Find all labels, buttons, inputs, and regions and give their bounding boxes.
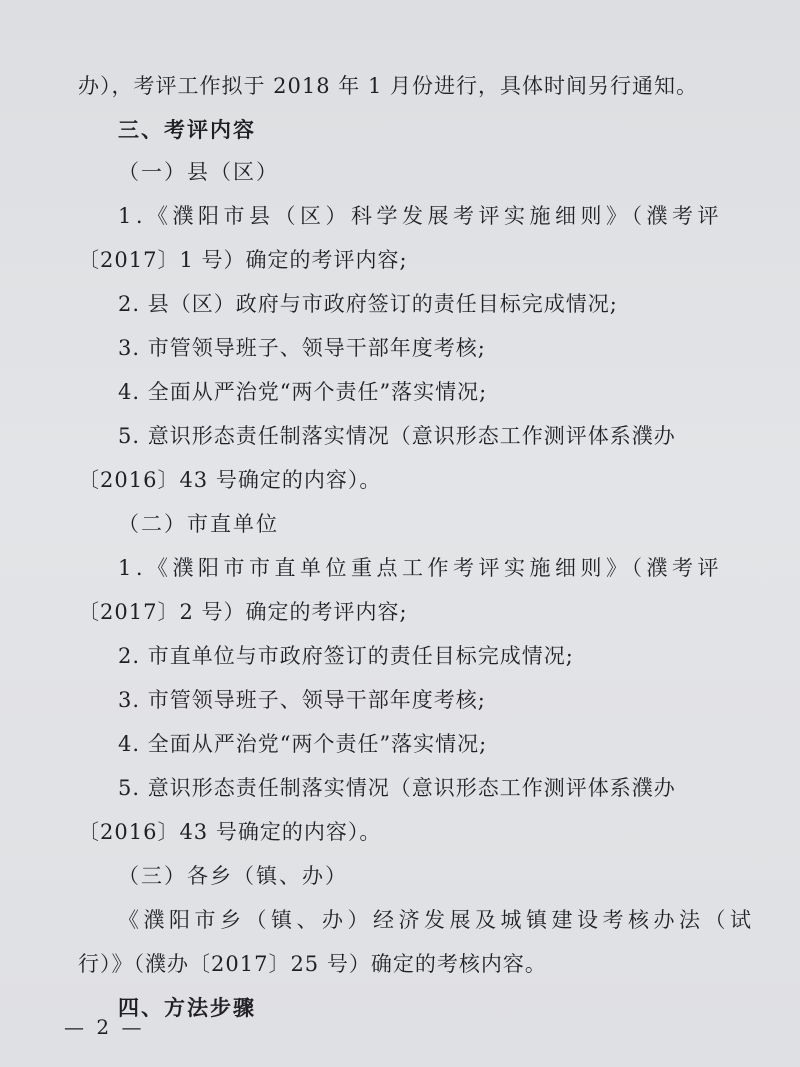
paragraph-line-21: 行）》（濮办〔2017〕25 号）确定的考核内容。 [78,952,547,976]
paragraph-line-17: 5. 意识形态责任制落实情况（意识形态工作测评体系濮办 [118,776,676,800]
paragraph-line-13: 〔2017〕2 号）确定的考评内容; [78,600,408,624]
paragraph-line-18: 〔2016〕43 号确定的内容）。 [78,820,382,844]
paragraph-line-7: 3. 市管领导班子、领导干部年度考核; [118,336,486,360]
paragraph-line-8: 4. 全面从严治党“两个责任”落实情况; [118,380,488,404]
paragraph-line-4: 1.《濮阳市县（区）科学发展考评实施细则》（濮考评 [118,204,724,228]
paragraph-line-15: 3. 市管领导班子、领导干部年度考核; [118,688,486,712]
paragraph-line-1: 办），考评工作拟于 2018 年 1 月份进行，具体时间另行通知。 [78,74,699,98]
paragraph-line-12: 1.《濮阳市市直单位重点工作考评实施细则》（濮考评 [118,556,724,580]
paragraph-line-6: 2. 县（区）政府与市政府签订的责任目标完成情况; [118,292,618,316]
subsection-heading-municipal-units: （二）市直单位 [118,512,279,536]
subsection-heading-county: （一）县（区） [118,160,279,184]
paragraph-line-10: 〔2016〕43 号确定的内容）。 [78,468,382,492]
section-heading-3: 三、考评内容 [118,118,256,142]
paragraph-line-5: 〔2017〕1 号）确定的考评内容; [78,248,408,272]
section-heading-4: 四、方法步骤 [118,996,256,1020]
paragraph-line-9: 5. 意识形态责任制落实情况（意识形态工作测评体系濮办 [118,424,676,448]
paragraph-line-16: 4. 全面从严治党“两个责任”落实情况; [118,732,488,756]
paragraph-line-20: 《濮阳市乡（镇、办）经济发展及城镇建设考核办法（试 [118,908,756,932]
subsection-heading-townships: （三）各乡（镇、办） [118,864,348,888]
paragraph-line-14: 2. 市直单位与市政府签订的责任目标完成情况; [118,644,574,668]
page-number: — 2 — [64,1015,145,1039]
